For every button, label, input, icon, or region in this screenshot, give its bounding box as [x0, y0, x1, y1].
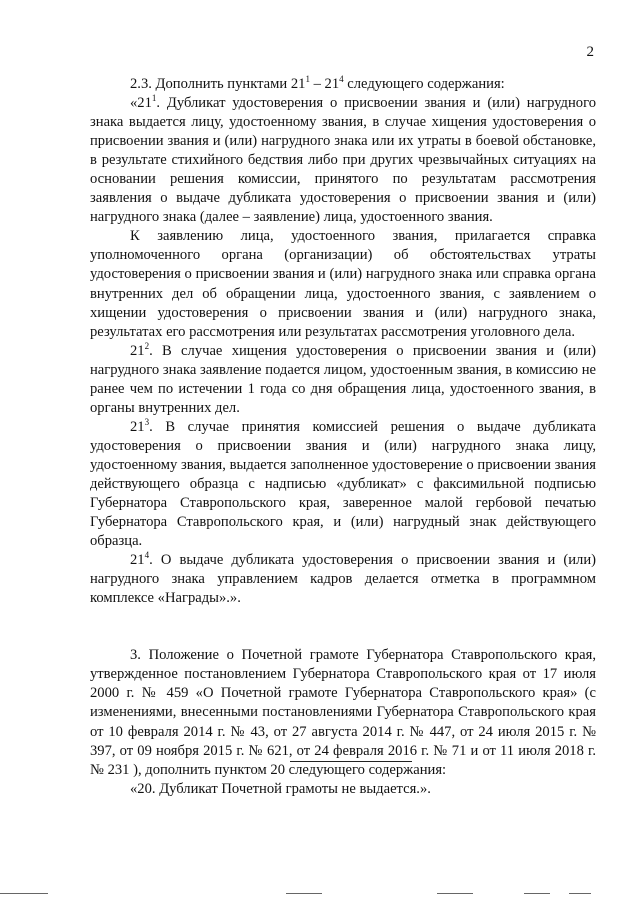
- section-3-paragraph: 3. Положение о Почетной грамоте Губернатора Ставропольского края, утвержденное постановлением Губернатора Ставропольского края от 17 июля 2000 г. № 459 «О Почетной грамоте Губернатора Ставропольского края» (с изменениями, внесенными постановлениями Губернатора Ставропольского края от 10 февраля 2014 г. № 43, от 27 августа 2014 г. № 447, от 24 июля 2015 г. № 397, от 09 ноября 2015 г. № 621, от 24 февраля 2016 г. № 71 и от 11 июля 2018 г. № 231 ), дополнить пунктом 20 следующего содержания:: [90, 647, 596, 778]
- scan-edge-mark: [286, 893, 322, 894]
- p21-4-sup: 4: [144, 550, 150, 561]
- section-2-3-intro: [90, 75, 596, 94]
- p21-4-text: . О выдаче дубликата удостоверения о присвоении звания и (или) нагрудного знака управлением кадров делается отметка в программном комплексе «Награды».».: [90, 552, 596, 607]
- p21-1-text: . Дубликат удостоверения о присвоении звания и (или) нагрудного знака выдается лицу, удостоенному звания, в случае хищения удостоверения о присвоении звания и (или) нагрудного знака или их утраты в боевой обстановке, в результате стихийного бедствия либо при других чрезвычайных ситуациях на основании решения комиссии, принятого по результатам рассмотрения заявления о выдаче дубликата удостоверения о присвоении звания и (или) нагрудного знака (далее – заявление) лица, удостоенного звания.: [90, 95, 596, 226]
- paragraph-21-3: [90, 418, 596, 551]
- scan-edge-mark: [0, 893, 48, 894]
- p21-3-text: . В случае принятия комиссией решения о выдаче дубликата удостоверения о присвоении звания и (или) нагрудного знака лицу, удостоенному звания, выдается заполненное удостоверение о присвоении звания действующего образца с надписью «дубликат» с факсимильной подписью Губернатора Ставропольского края, заверенное малой гербовой печатью Губернатора Ставропольского края, и (или) нагрудный знак действующего образца.: [90, 418, 596, 550]
- p21-3-prefix: 21: [130, 418, 145, 435]
- intro-sup-a: 1: [305, 74, 310, 85]
- scan-edge-mark: [437, 893, 473, 894]
- p21-3-sup: 3: [144, 416, 150, 427]
- intro-prefix: 2.3. Дополнить пунктами 21: [130, 76, 306, 92]
- scan-edge-mark: [524, 893, 550, 894]
- paragraph-20: «20. Дубликат Почетной грамоты не выдается.».: [130, 780, 431, 797]
- intro-suffix: следующего содержания:: [343, 76, 505, 92]
- p21-2-sup: 2: [144, 340, 150, 351]
- intro-middle: – 21: [309, 76, 340, 92]
- p21-4-prefix: 21: [130, 552, 145, 569]
- section-spacer: [90, 608, 596, 646]
- closing-rule: [290, 761, 412, 762]
- p21-1-sup: 1: [151, 93, 157, 104]
- paragraph-21-1: [90, 94, 596, 227]
- document-body: [90, 75, 596, 799]
- p21-2-text: . В случае хищения удостоверения о присвоении звания и (или) нагрудного знака заявление подается лицом, удостоенным звания, в комиссию не ранее чем по истечении 1 года со дня обращения лица, удостоенного звания, в органы внутренних дел.: [90, 342, 596, 416]
- paragraph-21-1-continuation: К заявлению лица, удостоенного звания, прилагается справка уполномоченного органа (организации) об обстоятельствах утраты удостоверения о присвоении звания и (или) нагрудного знака или справка органа внутренних дел об обращении лица, удостоенного звания, с заявлением о хищении удостоверения о присвоении звания и (или) нагрудного знака, результатах его рассмотрения или результатах рассмотрения уголовного дела.: [90, 228, 596, 340]
- p21-1-prefix: «21: [130, 95, 152, 112]
- scan-edge-mark: [569, 893, 591, 894]
- paragraph-21-2: [90, 342, 596, 418]
- page-number: 2: [586, 44, 594, 60]
- paragraph-21-4: [90, 551, 596, 608]
- p21-2-prefix: 21: [130, 342, 145, 359]
- intro-sup-b: 4: [339, 74, 344, 85]
